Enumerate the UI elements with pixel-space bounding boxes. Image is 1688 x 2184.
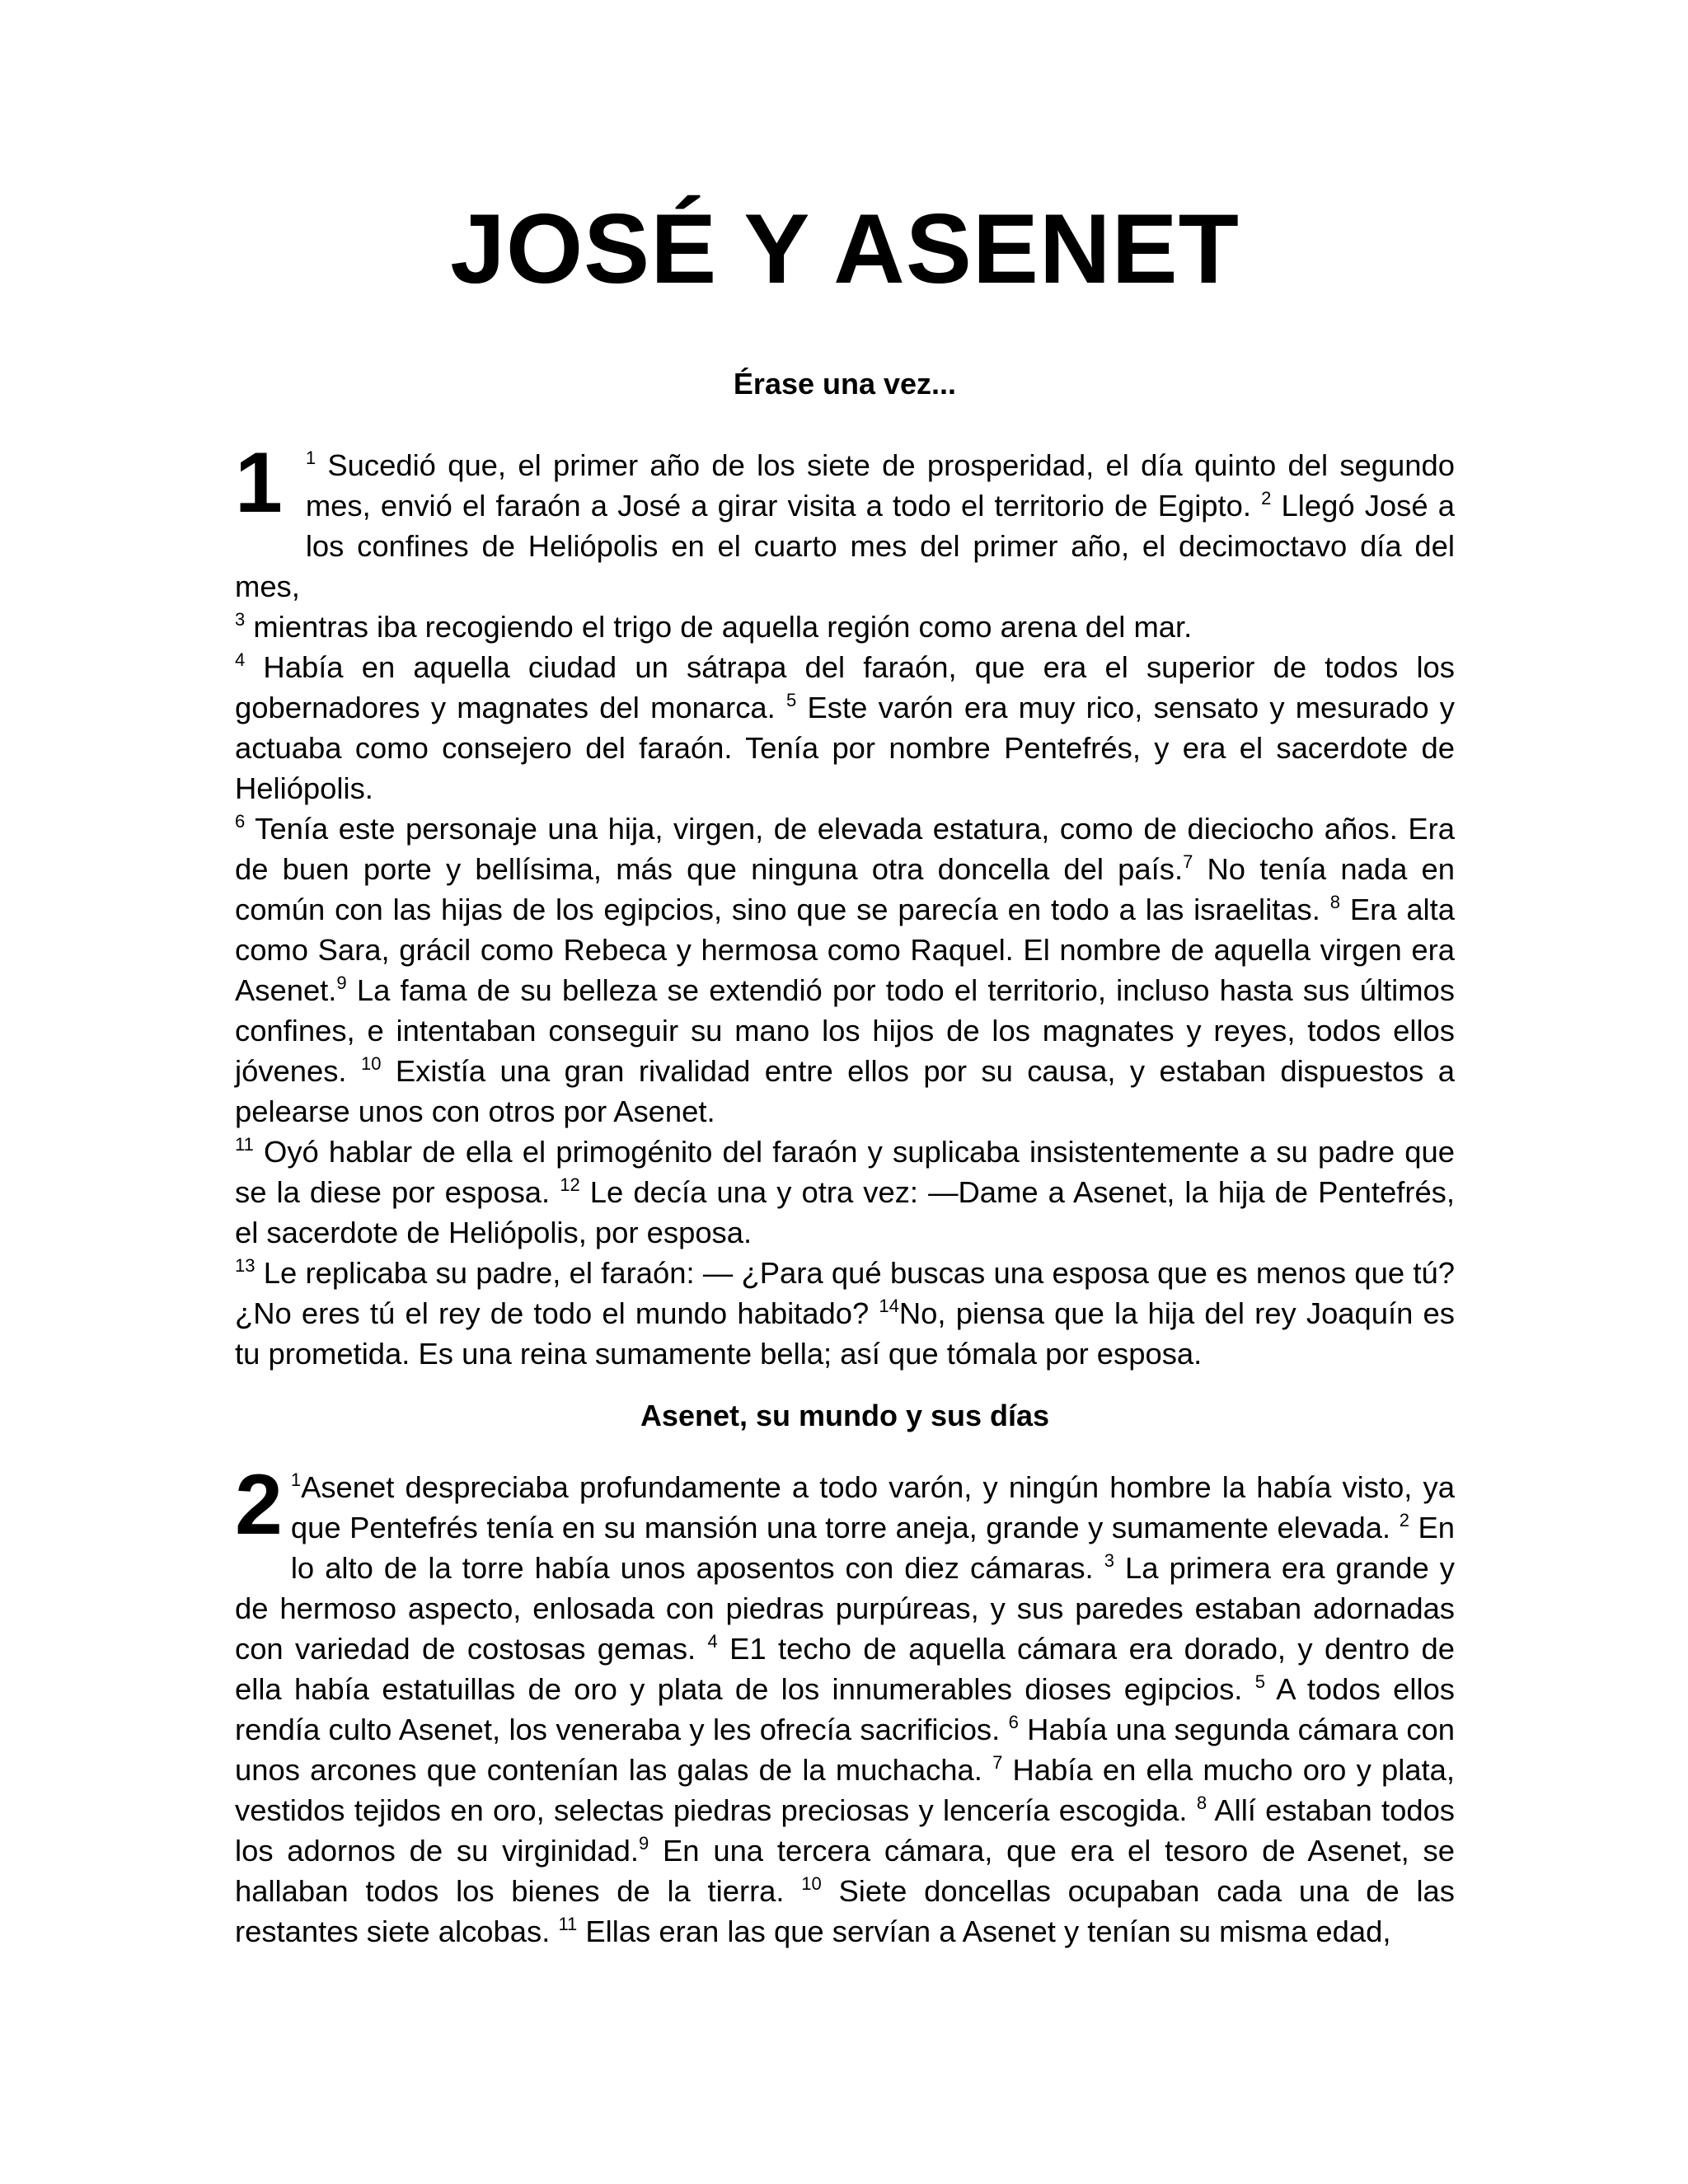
verse-text: Había una segunda cámara con unos arcones que contenían las galas de la muchacha. [235, 1713, 1455, 1787]
verse-number: 10 [360, 1053, 382, 1074]
verse-text: No tenía nada en común con las hijas de los egipcios, sino que se parecía en todo a las israelitas. [235, 852, 1455, 926]
chapter-number: 1 [235, 435, 283, 531]
verse-text: E1 techo de aquella cámara era dorado, y dentro de ella había estatuillas de oro y plata de los innumerables dioses egipcios. [235, 1632, 1455, 1706]
paragraph [235, 647, 1455, 808]
verse-number: 6 [1008, 1712, 1019, 1732]
verse-text: Allí estaban todos los adornos de su virginidad. [235, 1793, 1455, 1868]
verse-number: 1 [305, 448, 316, 468]
verse-text: Asenet despreciaba profundamente a todo varón, y ningún hombre la había visto, ya que Pentefrés tenía en su mansión una torre aneja, grande y sumamente elevada. [290, 1470, 1455, 1544]
section-heading-1: Érase una vez... [733, 367, 957, 401]
verse-number: 9 [336, 972, 347, 993]
verse-number: 14 [879, 1296, 899, 1316]
verse-number: 2 [1261, 488, 1272, 509]
verse-text: Oyó hablar de ella el primogénito del faraón y suplicaba insistentemente a su padre que se la diese por esposa. [235, 1135, 1455, 1209]
verse-text: Siete doncellas ocupaban cada una de las restantes siete alcobas. [235, 1874, 1455, 1948]
verse-number: 10 [801, 1873, 822, 1894]
verse-text: Había en aquella ciudad un sátrapa del faraón, que era el superior de todos los gobernadores y magnates del monarca. [235, 650, 1455, 724]
verse-number: 5 [1254, 1671, 1265, 1692]
verse-text: Existía una gran rivalidad entre ellos por su causa, y estaban dispuestos a pelearse unos con otros por Asenet. [235, 1054, 1455, 1128]
verse-number: 3 [235, 609, 246, 630]
verse-number: 5 [786, 690, 797, 710]
chapter-number: 2 [235, 1457, 283, 1553]
verse-text: Le replicaba su padre, el faraón: — ¿Para qué buscas una esposa que es menos que tú? ¿No eres tú el rey de todo el mundo habitado? [235, 1256, 1455, 1330]
verse-number: 7 [1183, 851, 1193, 872]
verse-number: 6 [235, 811, 246, 832]
verse-text: No, piensa que la hija del rey Joaquín es tu prometida. Es una reina sumamente bella; así que tómala por esposa. [235, 1296, 1455, 1371]
verse-number: 12 [560, 1174, 580, 1195]
verse-text: Era alta como Sara, grácil como Rebeca y hermosa como Raquel. El nombre de aquella virgen era Asenet. [235, 893, 1455, 1007]
verse-text: Ellas eran las que servían a Asenet y tenían su misma edad, [577, 1915, 1391, 1948]
verse-number: 2 [1399, 1510, 1409, 1530]
verse-text: La fama de su belleza se extendió por todo el territorio, incluso hasta sus últimos confines, e intentaban conseguir su mano los hijos de los magnates y reyes, todos ellos jóvenes. [235, 973, 1455, 1088]
verse-text: En una tercera cámara, que era el tesoro de Asenet, se hallaban todos los bienes de la tierra. [235, 1834, 1455, 1908]
verse-text: Este varón era muy rico, sensato y mesurado y actuaba como consejero del faraón. Tenía por nombre Pentefrés, y era el sacerdote de Heliópolis. [235, 691, 1455, 805]
paragraph [235, 808, 1455, 1132]
paragraph [235, 607, 1455, 647]
verse-text: Sucedió que, el primer año de los siete de prosperidad, el día quinto del segundo mes, envió el faraón a José a girar visita a todo el territorio de Egipto. [305, 448, 1455, 523]
section-heading-2: Asenet, su mundo y sus días [640, 1399, 1050, 1432]
verse-text: Tenía este personaje una hija, virgen, de elevada estatura, como de dieciocho años. Era de buen porte y bellísima, más que ninguna otra doncella del país. [235, 812, 1455, 886]
verse-text: En lo alto de la torre había unos aposentos con diez cámaras. [290, 1511, 1455, 1585]
chapter-1 [235, 435, 1455, 1374]
verse-text: A todos ellos rendía culto Asenet, los veneraba y les ofrecía sacrificios. [235, 1672, 1455, 1746]
verse-number: 3 [1104, 1550, 1114, 1571]
verse-text: Llegó José a los confines de Heliópolis en el cuarto mes del primer año, el decimoctavo día del mes, [235, 489, 1455, 603]
verse-number: 4 [235, 649, 246, 670]
verse-number: 8 [1329, 892, 1340, 912]
verse-text: Le decía una y otra vez: —Dame a Asenet, la hija de Pentefrés, el sacerdote de Heliópolis, por esposa. [235, 1175, 1455, 1249]
verse-number: 11 [235, 1134, 254, 1155]
verse-number: 11 [558, 1914, 578, 1934]
verse-number: 8 [1196, 1793, 1207, 1813]
verse-number: 9 [638, 1833, 649, 1854]
paragraph [235, 1132, 1455, 1253]
paragraph [235, 1457, 1456, 1952]
verse-number: 4 [707, 1631, 718, 1652]
verse-number: 7 [992, 1752, 1003, 1773]
chapter-2 [235, 1457, 1456, 1952]
verse-text: Había en ella mucho oro y plata, vestidos tejidos en oro, selectas piedras preciosas y lencería escogida. [235, 1753, 1456, 1827]
paragraph [235, 435, 1455, 607]
verse-number: 1 [290, 1469, 302, 1490]
verse-number: 13 [235, 1255, 256, 1276]
verse-text: mientras iba recogiendo el trigo de aquella región como arena del mar. [245, 610, 1193, 644]
document-title: JOSÉ Y ASENET [450, 194, 1240, 304]
paragraph [235, 1253, 1455, 1374]
verse-text: La primera era grande y de hermoso aspecto, enlosada con piedras purpúreas, y sus paredes estaban adornadas con variedad de costosas gemas. [235, 1551, 1455, 1666]
